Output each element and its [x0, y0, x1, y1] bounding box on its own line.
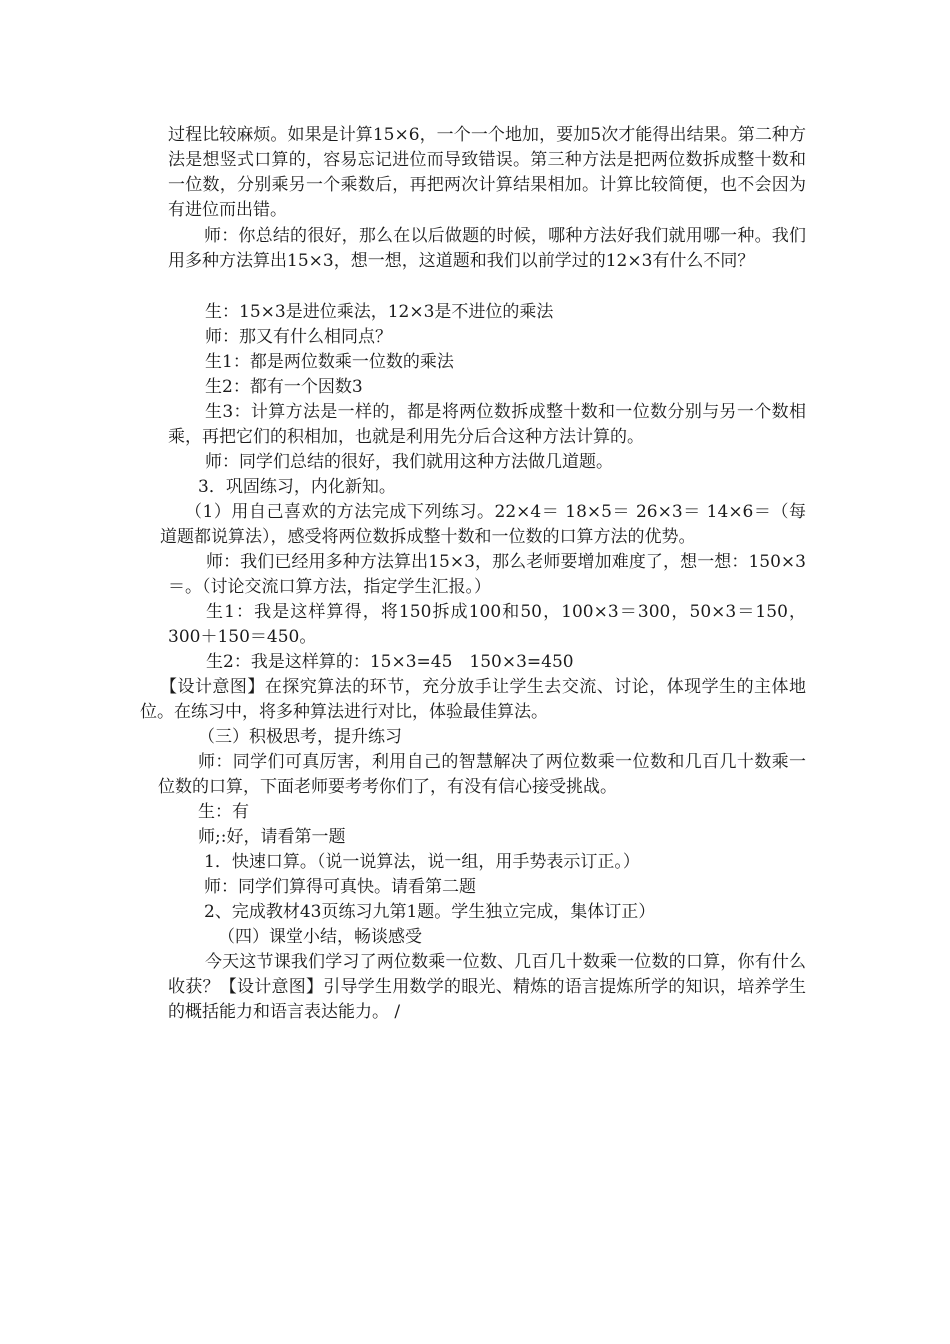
paragraph-teacher-comparison-question: 师：你总结的很好，那么在以后做题的时候，哪种方法好我们就用哪一种。我们用多种方法算出15×3，想一想，这道题和我们以前学过的12×3有什么不同？ [168, 226, 806, 271]
paragraph-teacher-increase-difficulty: 师：我们已经用多种方法算出15×3，那么老师要增加难度了，想一想：150×3＝。（讨论交流口算方法，指定学生汇报。） [168, 552, 806, 597]
paragraph-student-yes: 生：有 [198, 802, 249, 822]
section-heading-part-three: （三）积极思考，提升练习 [198, 727, 402, 747]
paragraph-student-answer-difference: 生：15×3是进位乘法，12×3是不进位的乘法 [205, 302, 554, 322]
paragraph-lesson-summary: 今天这节课我们学习了两位数乘一位数、几百几十数乘一位数的口算，你有什么收获？【设计意图】引导学生用数学的眼光、精炼的语言提炼所学的知识，培养学生的概括能力和语言表达能力。 / [168, 952, 806, 1022]
paragraph-student2-answer: 生2：都有一个因数3 [205, 377, 363, 397]
paragraph-student1-answer: 生1：都是两位数乘一位数的乘法 [205, 352, 454, 372]
paragraph-design-intent-1: 【设计意图】在探究算法的环节，充分放手让学生去交流、讨论，体现学生的主体地位。在练习中，将多种算法进行对比，体验最佳算法。 [140, 677, 806, 722]
paragraph-teacher-practice-intro: 师：同学们总结的很好，我们就用这种方法做几道题。 [205, 452, 613, 472]
paragraph-textbook-exercise: 2、完成教材43页练习九第1题。学生独立完成，集体订正） [204, 902, 656, 922]
paragraph-practice-exercise-1: （1）用自己喜欢的方法完成下列练习。22×4＝ 18×5＝ 26×3＝ 14×6＝（每道题都说算法），感受将两位数拆成整十数和一位数的口算方法的优势。 [160, 502, 806, 547]
paragraph-teacher-challenge: 师：同学们可真厉害，利用自己的智慧解决了两位数乘一位数和几百几十数乘一位数的口算，下面老师要考考你们了，有没有信心接受挑战。 [158, 752, 806, 797]
paragraph-teacher-first-question: 师;:好，请看第一题 [198, 827, 346, 847]
paragraph-student3-answer: 生3：计算方法是一样的，都是将两位数拆成整十数和一位数分别与另一个数相乘，再把它们的积相加，也就是利用先分后合这种方法计算的。 [168, 402, 806, 447]
paragraph-student2-calculation: 生2：我是这样算的：15×3=45 150×3=450 [206, 652, 574, 672]
paragraph-teacher-second-question: 师：同学们算得可真快。请看第二题 [204, 877, 476, 897]
section-heading-part-four: （四）课堂小结，畅谈感受 [218, 927, 422, 947]
section-heading-consolidation-practice: 3．巩固练习，内化新知。 [198, 477, 396, 497]
paragraph-calculation-methods-summary: 过程比较麻烦。如果是计算15×6，一个一个地加，要加5次才能得出结果。第二种方法是想竖式口算的，容易忘记进位而导致错误。第三种方法是把两位数拆成整十数和一位数，分别乘另一个乘数后，再把两次计算结果相加。计算比较简便，也不会因为有进位而出错。 [168, 125, 806, 220]
paragraph-student1-calculation: 生1：我是这样算得，将150拆成100和50，100×3＝300，50×3＝150，300＋150＝450。 [168, 602, 806, 647]
paragraph-teacher-similarity-question: 师：那又有什么相同点？ [205, 327, 392, 347]
paragraph-quick-mental-calculation: 1．快速口算。（说一说算法，说一组，用手势表示订正。） [204, 852, 640, 872]
